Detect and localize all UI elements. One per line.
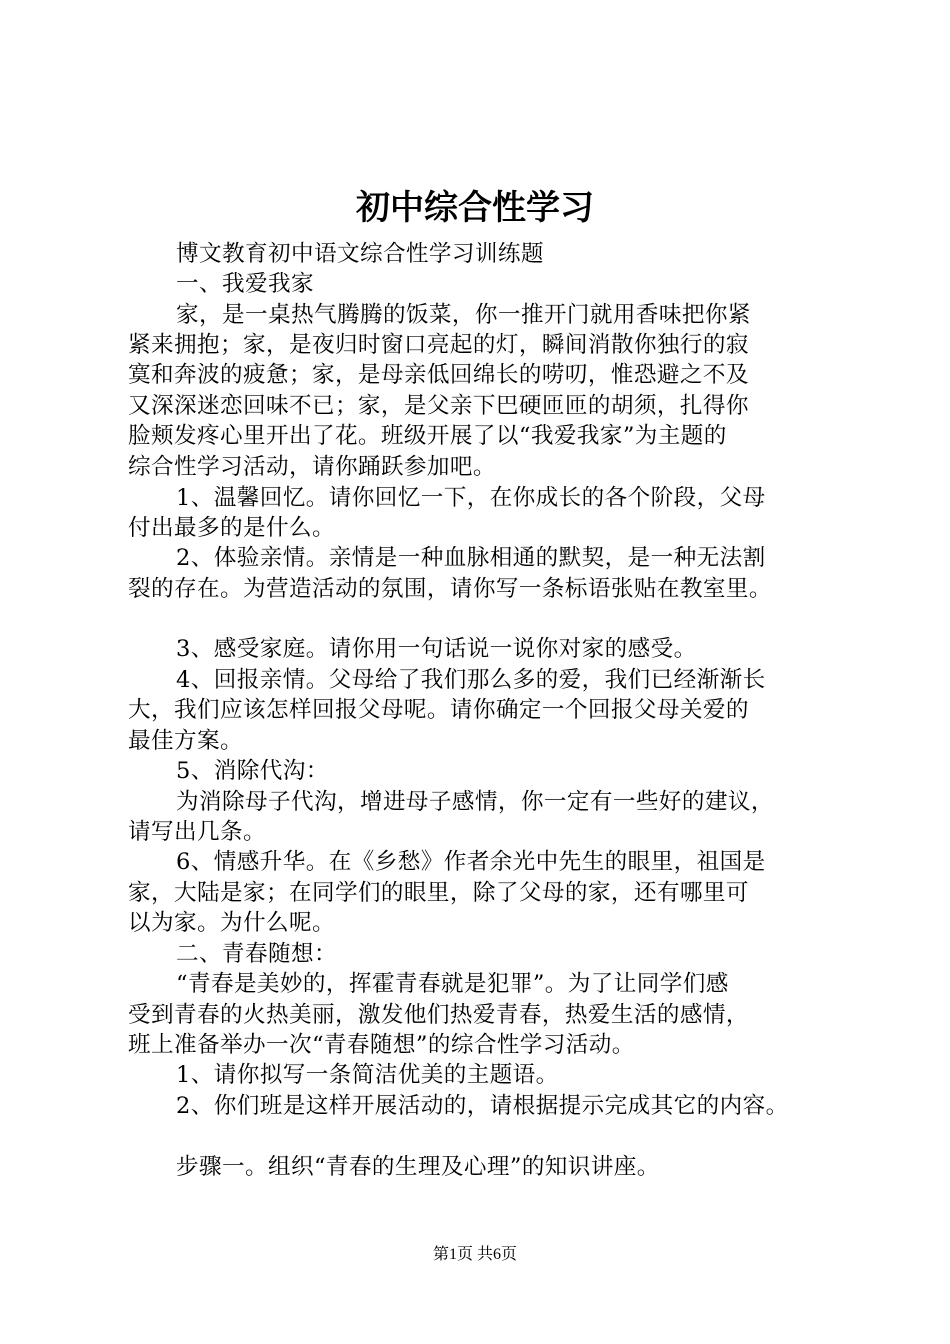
- question-line: 4、回报亲情。父母给了我们那么多的爱，我们已经渐渐长: [176, 667, 766, 693]
- text-line: 大，我们应该怎样回报父母呢。请你确定一个回报父母关爱的: [128, 697, 749, 723]
- text-line: 受到青春的火热美丽，激发他们热爱青春，热爱生活的感情，: [128, 1002, 749, 1028]
- question-line: 1、温馨回忆。请你回忆一下，在你成长的各个阶段，父母: [176, 485, 766, 511]
- text-line: 综合性学习活动，请你踊跃参加吧。: [128, 454, 496, 480]
- text-line: 为消除母子代沟，增进母子感情，你一定有一些好的建议，: [176, 789, 774, 815]
- text-line: 裂的存在。为营造活动的氛围，请你写一条标语张贴在教室里。: [128, 576, 772, 602]
- text-line: 步骤一。组织“青春的生理及心理”的知识讲座。: [176, 1154, 660, 1180]
- text-line: 班上准备举办一次“青春随想”的综合性学习活动。: [128, 1032, 635, 1058]
- question-line: 5、消除代沟：: [176, 758, 329, 784]
- text-line: “青春是美妙的，挥霍青春就是犯罪”。为了让同学们感: [176, 971, 729, 997]
- text-line: 最佳方案。: [128, 728, 243, 754]
- text-line: 家，大陆是家；在同学们的眼里，除了父母的家，还有哪里可: [128, 880, 749, 906]
- text-line: 脸颊发疼心里开出了花。班级开展了以“我爱我家”为主题的: [128, 423, 727, 449]
- question-line: 1、请你拟写一条简洁优美的主题语。: [176, 1062, 559, 1088]
- text-line: 紧来拥抱；家，是夜归时窗口亮起的灯，瞬间消散你独行的寂: [128, 332, 749, 358]
- question-line: 3、感受家庭。请你用一句话说一说你对家的感受。: [176, 636, 697, 662]
- text-line: 又深深迷恋回味不已；家，是父亲下巴硬匝匝的胡须，扎得你: [128, 393, 749, 419]
- text-line: 以为家。为什么呢。: [128, 910, 335, 936]
- page-number-footer: 第1页 共6页: [432, 1246, 517, 1263]
- question-line: 2、体验亲情。亲情是一种血脉相通的默契，是一种无法割: [176, 545, 766, 571]
- section-heading: 一、我爱我家: [176, 271, 314, 297]
- text-line: 请写出几条。: [128, 819, 266, 845]
- text-line: 寞和奔波的疲惫；家，是母亲低回绵长的唠叨，惟恐避之不及: [128, 362, 749, 388]
- section-heading: 二、青春随想：: [176, 941, 337, 967]
- question-line: 2、你们班是这样开展活动的，请根据提示完成其它的内容。: [176, 1093, 789, 1119]
- text-line: 家，是一桌热气腾腾的饭菜，你一推开门就用香味把你紧: [176, 302, 751, 328]
- text-line: 付出最多的是什么。: [128, 515, 335, 541]
- page-title: 初中综合性学习: [356, 188, 594, 228]
- question-line: 6、情感升华。在《乡愁》作者余光中先生的眼里，祖国是: [176, 849, 766, 875]
- subtitle-line: 博文教育初中语文综合性学习训练题: [176, 241, 544, 267]
